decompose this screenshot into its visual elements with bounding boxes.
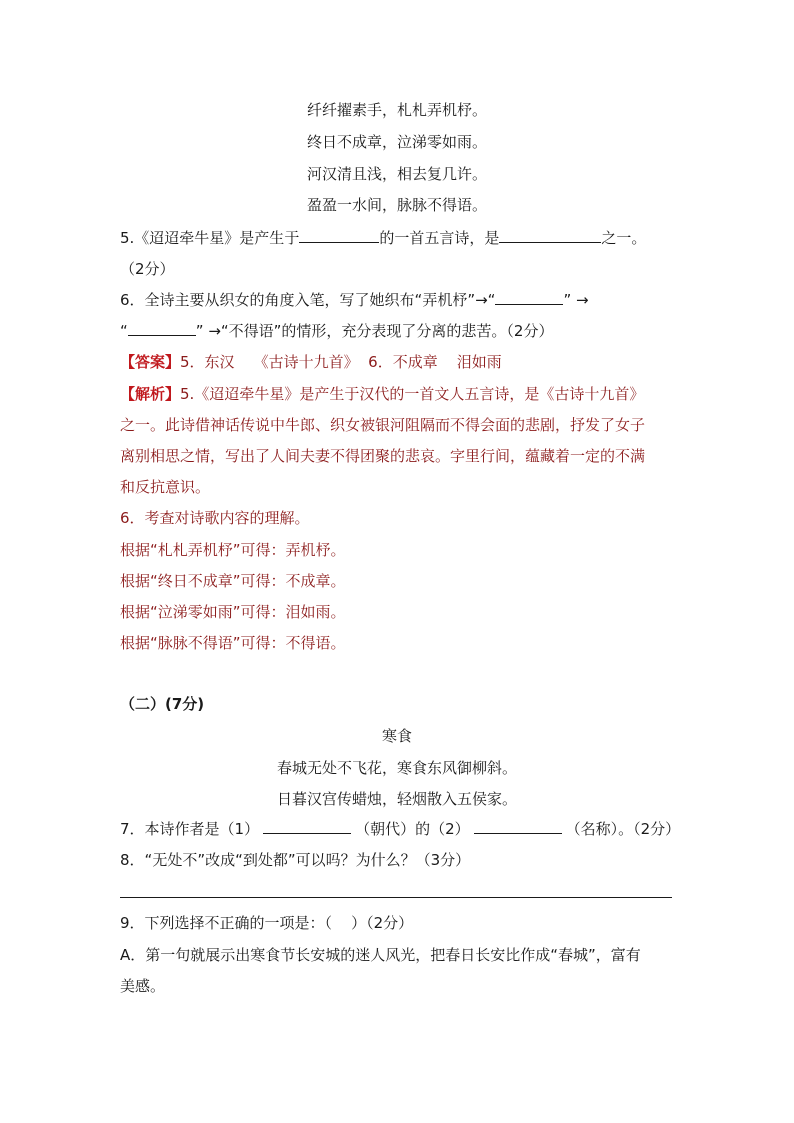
- question-6-line-1: [120, 290, 589, 310]
- poem-line-3: 河汉清且浅，相去复几许。: [306, 165, 487, 183]
- q7-text-3: （名称）。（2分）: [565, 820, 681, 838]
- analysis-line-3: 离别相思之情，写出了人间夫妻不得团聚的悲哀。字里行间，蕴藏着一定的不满: [120, 447, 646, 465]
- q7-text-2: （朝代）的（2）: [355, 820, 470, 838]
- analysis-line-9: 根据“脉脉不得语”可得：不得语。: [120, 634, 346, 652]
- q9-option-a-line-1: A．第一句就展示出寒食节长安城的迷人风光，把春日长安比作成“春城”，富有: [120, 946, 641, 964]
- analysis-line-4: 和反抗意识。: [120, 478, 211, 496]
- q5-text-3: 之一。: [601, 229, 647, 247]
- analysis-line-5: 6．考查对诗歌内容的理解。: [120, 509, 310, 527]
- analysis-line-8: 根据“泣涕零如雨”可得：泪如雨。: [120, 603, 346, 621]
- analysis-line-1: [120, 384, 644, 404]
- answer-text: 5．东汉 《古诗十九首》 6．不成章 泪如雨: [180, 353, 502, 371]
- q5-blank-2[interactable]: [499, 228, 601, 243]
- analysis-text-1: 5.《迢迢牵牛星》是产生于汉代的一首文人五言诗，是《古诗十九首》: [180, 385, 645, 403]
- answer-rule[interactable]: [120, 897, 672, 898]
- q5-score: （2分）: [120, 260, 175, 278]
- q5-text-1: 5.《迢迢牵牛星》是产生于: [120, 229, 300, 247]
- q7-blank-1[interactable]: [263, 819, 351, 834]
- q6-text-1: 6．全诗主要从织女的角度入笔，写了她织布“弄机杼”→“: [120, 291, 496, 309]
- q6-text-4: ” →“不得语”的情形，充分表现了分离的悲苦。（2分）: [195, 322, 554, 340]
- q5-text-2: 的一首五言诗，是: [379, 229, 500, 247]
- analysis-tag: 【解析】: [120, 385, 181, 403]
- analysis-line-7: 根据“终日不成章”可得：不成章。: [120, 572, 346, 590]
- question-6-line-2: [120, 321, 553, 341]
- poem-2-line-2: 日暮汉宫传蜡烛，轻烟散入五侯家。: [276, 790, 517, 808]
- poem-2-line-1: 春城无处不飞花，寒食东风御柳斜。: [276, 759, 517, 777]
- poem-line-4: 盈盈一水间，脉脉不得语。: [306, 196, 487, 214]
- q6-blank-2[interactable]: [128, 321, 196, 336]
- q7-text-1: 7．本诗作者是（1）: [120, 820, 260, 838]
- q6-text-2: ” →: [563, 291, 589, 309]
- q7-blank-2[interactable]: [474, 819, 562, 834]
- analysis-line-6: 根据“札札弄机杼”可得：弄机杼。: [120, 541, 346, 559]
- question-9: 9．下列选择不正确的一项是：（ ）（2分）: [120, 914, 414, 932]
- section-2-heading: （二）(7分): [120, 695, 205, 713]
- q6-text-3: “: [120, 322, 128, 340]
- q9-option-a-line-2: 美感。: [120, 977, 166, 995]
- question-7: [120, 819, 680, 839]
- answer-tag: 【答案】: [120, 353, 181, 371]
- poem-line-1: 纤纤擢素手，札札弄机杼。: [306, 101, 487, 119]
- q5-blank-1[interactable]: [299, 228, 379, 243]
- poem-2-title: 寒食: [381, 727, 412, 745]
- answer-line: [120, 352, 502, 372]
- q6-blank-1[interactable]: [495, 290, 563, 305]
- question-8: 8．“无处不”改成“到处都”可以吗？为什么？（3分）: [120, 851, 471, 869]
- poem-line-2: 终日不成章，泣涕零如雨。: [306, 133, 487, 151]
- analysis-line-2: 之一。此诗借神话传说中牛郎、织女被银河阻隔而不得会面的悲剧，抒发了女子: [120, 416, 646, 434]
- question-5: [120, 228, 646, 248]
